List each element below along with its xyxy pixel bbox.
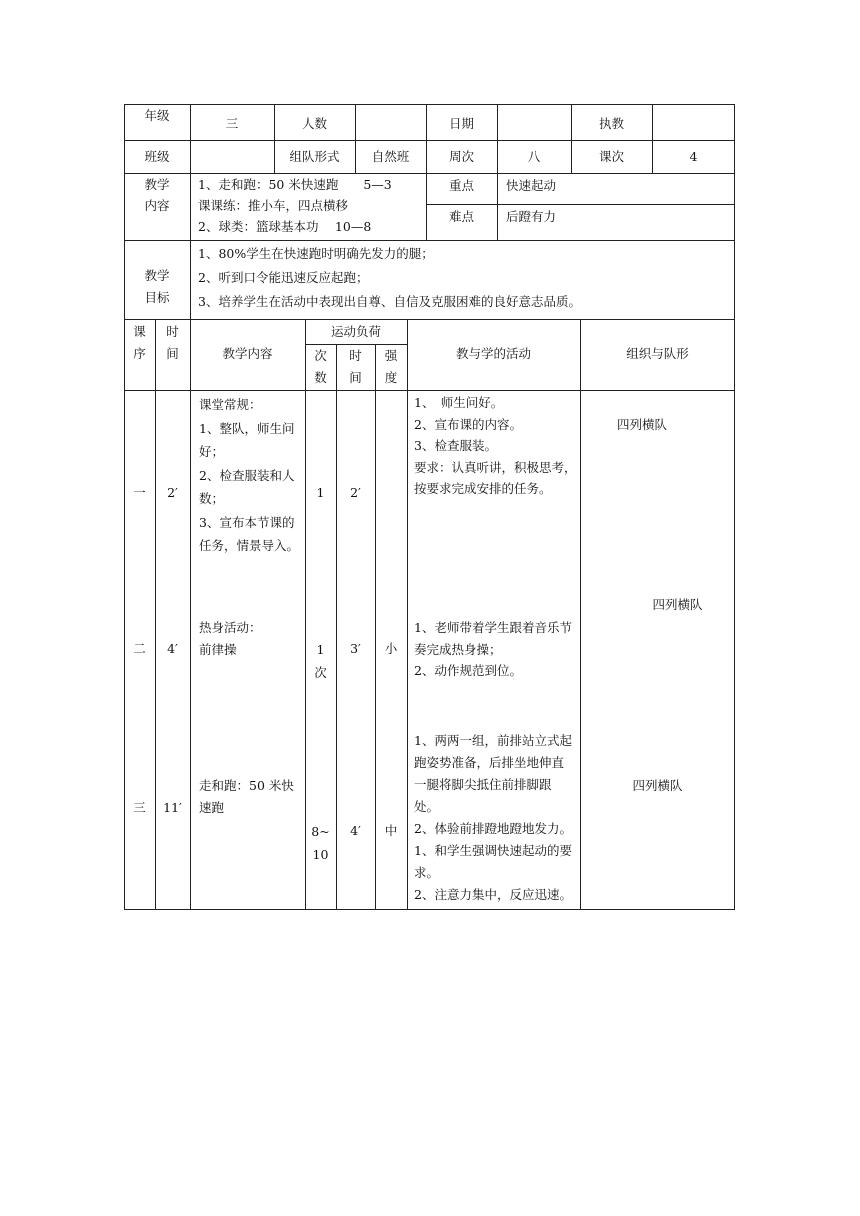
row2-content: 热身活动： 前律操: [199, 620, 262, 657]
col-divider: [407, 319, 408, 910]
row-divider: [124, 240, 735, 241]
row2-intensity: 小: [384, 641, 398, 656]
content-line: 1、走和跑：50 米快速跑 5—3: [198, 177, 392, 192]
goal-line: 1、80%学生在快速跑时明确先发力的腿；: [198, 246, 434, 261]
head-content: 教学内容: [222, 346, 273, 361]
row3-duration: 4′: [350, 823, 361, 838]
goals-lines: [198, 242, 581, 314]
row1-reps: 1: [316, 485, 325, 500]
row3-content: 走和跑：50 米快 速跑: [199, 778, 294, 815]
row3-reps: 8~ 10: [311, 824, 330, 862]
row3-activity: 1、两两一组，前排站立式起 跑姿势准备，后排坐地伸直 一腿将脚尖抵住前排脚跟 处。 2、体验前排蹬地蹬地发力。 1、和学生强调快速起动的要 求。 2、注意力集中，反应迅速。: [414, 733, 572, 902]
goals-label: 教学 目标: [144, 268, 170, 305]
row2-activity: 1、老师带着学生跟着音乐节 奏完成热身操； 2、动作规范到位。: [414, 620, 572, 678]
col-divider: [190, 173, 191, 319]
row-divider: [124, 319, 735, 320]
head-time: 时 间: [166, 324, 179, 361]
row-divider: [426, 204, 735, 205]
difficulty-value: 后蹬有力: [506, 209, 557, 224]
head-intensity: 强 度: [384, 348, 398, 385]
content-lines: [198, 174, 392, 237]
col-divider: [580, 319, 581, 910]
content-line: 课课练：推小车，四点横移: [198, 198, 349, 213]
grade-value: 三: [225, 116, 239, 131]
row2-order: 二: [133, 641, 146, 656]
grade-label: 年级: [144, 108, 170, 123]
row-divider: [124, 140, 735, 141]
row3-organization: 四列横队: [632, 778, 683, 793]
head-order: 课 序: [133, 324, 146, 361]
class-label: 班级: [144, 149, 170, 164]
row1-time: 2′: [167, 485, 178, 500]
week-label: 周次: [448, 149, 474, 164]
lesson-value: 4: [689, 149, 698, 164]
row2-organization: 四列横队: [652, 597, 703, 612]
row1-activity: 1、 师生问好。 2、宣布课的内容。 3、检查服装。 要求：认真听讲，积极思考， 按要求完成安排的任务。: [414, 395, 577, 496]
row1-content: 课堂常规： 1、整队，师生问 好； 2、检查服装和人 数； 3、宣布本节课的 任务，情景导入。: [199, 397, 300, 553]
focus-label: 重点: [448, 178, 474, 193]
form-value: 自然班: [371, 149, 410, 164]
col-divider: [155, 319, 156, 910]
focus-value: 快速起动: [506, 178, 557, 193]
head-load: 运动负荷: [330, 324, 381, 339]
col-divider: [497, 104, 498, 240]
date-label: 日期: [448, 116, 474, 131]
row2-duration: 3′: [350, 641, 361, 656]
head-reps: 次 数: [314, 348, 327, 385]
count-label: 人数: [301, 116, 327, 131]
goal-line: 3、培养学生在活动中表现出自尊、自信及克服困难的良好意志品质。: [198, 294, 581, 309]
col-divider: [190, 319, 191, 910]
row1-organization: 四列横队: [616, 417, 667, 432]
row2-reps: 1 次: [314, 642, 327, 680]
row2-time: 4′: [167, 641, 178, 656]
difficulty-label: 难点: [448, 209, 474, 224]
row-divider: [124, 390, 735, 391]
row3-order: 三: [133, 800, 146, 815]
teacher-label: 执教: [598, 116, 624, 131]
head-duration: 时 间: [349, 348, 362, 385]
row1-duration: 2′: [350, 485, 361, 500]
row1-order: 一: [133, 485, 146, 500]
row3-time: 11′: [163, 800, 182, 815]
row3-intensity: 中: [384, 823, 398, 838]
content-label: 教学 内容: [144, 177, 170, 213]
goal-line: 2、听到口令能迅速反应起跑；: [198, 270, 369, 285]
form-label: 组队形式: [289, 149, 340, 164]
head-activity: 教与学的活动: [455, 346, 531, 361]
lesson-label: 课次: [598, 149, 624, 164]
week-value: 八: [527, 149, 541, 164]
head-organization: 组织与队形: [626, 346, 689, 361]
content-line: 2、球类：篮球基本功 10—8: [198, 219, 372, 234]
